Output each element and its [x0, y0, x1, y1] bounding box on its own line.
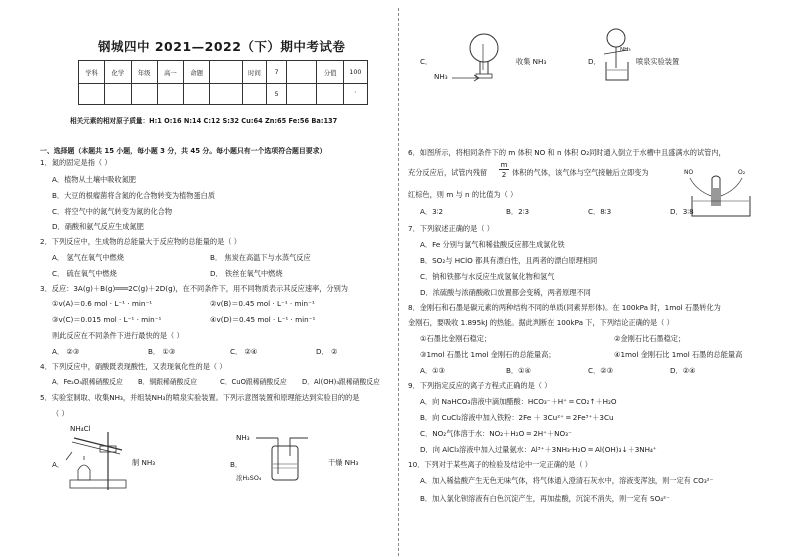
section-heading: 一、选择题（本题共 15 小题，每小题 3 分，共 45 分。每小题只有一个选项符合题目要求）	[40, 147, 327, 155]
q7-option-a: A．Fe 分别与氯气和稀盐酸反应都生成氯化铁	[420, 240, 565, 249]
q3-option-d: D． ②	[316, 347, 338, 356]
q8-option-b: B．①④	[506, 366, 532, 375]
q3-rate-2: ②v(B)＝0.45 mol · L⁻¹ · min⁻¹	[210, 299, 315, 308]
fig-b-gas-label: NH₃	[236, 433, 250, 442]
fig-q6-o2-label: O₂	[738, 169, 746, 176]
exam-title: 钢城四中 2021—2022（下）期中考试卷	[98, 39, 346, 54]
info-cell: 时间	[242, 61, 266, 84]
q8-line-1: 8．金刚石和石墨是碳元素的两种结构不同的单质(同素异形体)。在 100kPa 时，1mol 石墨转化为	[408, 303, 721, 312]
q3-rate-3: ③v(C)＝0.015 mol · L⁻¹ · min⁻¹	[52, 315, 162, 324]
q6-option-a: A．3∶2	[420, 207, 444, 216]
fig-c-caption: 收集 NH₃	[516, 57, 547, 66]
q1-stem: 1．氮的固定是指（ ）	[40, 158, 112, 167]
q9-option-d: D．向 AlCl₃溶液中加入过量氨水：Al³⁺＋3NH₃·H₂O ═ Al(OH)₃↓＋3NH₄⁺	[420, 445, 657, 454]
fig-q6-no-label: NO	[684, 169, 694, 176]
info-cell	[210, 61, 243, 84]
info-cell	[157, 84, 183, 105]
q8-line-2: 金刚石，要吸收 1.895kJ 的热能。据此判断在 100kPa 下，下列结论正确的是（ ）	[408, 318, 674, 327]
q3-option-b: B． ①③	[148, 347, 176, 356]
q3-option-a: A． ②③	[52, 347, 80, 356]
collection-flask-diagram	[462, 30, 512, 80]
q6-line-1: 6．如图所示，将相同条件下的 m 体积 NO 和 n 体积 O₂同时通入倒立于水槽中且盛满水的试管内，	[408, 148, 726, 157]
info-cell: ′	[343, 84, 367, 105]
q3-question: 则此反应在不同条件下进行最快的是（ ）	[52, 331, 184, 340]
info-cell: 100	[343, 61, 367, 84]
q5-stem-paren: （ ）	[52, 409, 69, 418]
fig-a-caption: 制 NH₃	[132, 458, 156, 467]
info-cell: 学科	[79, 61, 105, 84]
info-cell	[210, 84, 243, 105]
fig-b-liquid-label: 浓H₂SO₄	[236, 474, 262, 482]
fig-c-gas-label: NH₃	[434, 72, 448, 81]
info-cell	[317, 84, 343, 105]
info-table-row	[79, 84, 368, 105]
q6-option-c: C．8∶3	[588, 207, 612, 216]
q1-option-a: A．植物从土壤中吸收氮肥	[52, 175, 136, 184]
column-divider	[398, 8, 399, 556]
heating-apparatus-diagram	[64, 432, 134, 492]
fig-b-label: B．	[230, 460, 243, 469]
fig-d-gas-label: NH₃	[620, 47, 631, 53]
info-cell: 5	[267, 84, 287, 105]
q1-option-d: D．硝酸和氨气反应生成氮肥	[52, 222, 144, 231]
q6-option-d: D．3∶8	[670, 207, 694, 216]
q4-option-d: D．Al(OH)₃跟稀硝酸反应	[302, 378, 380, 386]
info-cell	[287, 61, 317, 84]
fig-c-label: C．	[420, 57, 433, 66]
fraction-denominator: 2	[501, 170, 507, 179]
info-table-row	[79, 61, 368, 84]
q8-statement-3: ③1mol 石墨比 1mol 金刚石的总能量高；	[420, 350, 556, 359]
info-cell	[184, 84, 210, 105]
q9-option-a: A．向 NaHCO₃溶液中滴加醋酸：HCO₃⁻＋H⁺ ═ CO₂↑＋H₂O	[420, 397, 617, 406]
q6-option-b: B．2∶3	[506, 207, 530, 216]
info-cell	[79, 84, 105, 105]
q7-option-c: C．钠和铁都与水反应生成氢氧化物和氢气	[420, 272, 555, 281]
q2-option-c: C． 硫在氧气中燃烧	[52, 269, 117, 278]
q4-stem: 4．下列反应中，硝酸既表现酸性，又表现氧化性的是（ ）	[40, 362, 227, 371]
info-cell: 分值	[317, 61, 343, 84]
fig-a-label: A．	[52, 460, 65, 469]
q3-stem: 3．反应：3A(g)＋B(g)═══2C(g)＋2D(g)，在不同条件下，用不同物质表示其反应速率，分别为	[40, 284, 348, 293]
info-cell	[287, 84, 317, 105]
q10-option-a: A．加入稀盐酸产生无色无味气体，将气体通入澄清石灰水中，溶液变浑浊，则一定有 CO₃²⁻	[420, 476, 714, 485]
q8-statement-1: ①石墨比金刚石稳定；	[420, 334, 492, 343]
q10-option-b: B．加入氯化钡溶液有白色沉淀产生，再加盐酸，沉淀不消失，则一定有 SO₄²⁻	[420, 494, 670, 503]
info-cell	[131, 84, 157, 105]
atomic-masses-note: 相关元素的相对原子质量：H:1 O:16 N:14 C:12 S:32 Cu:64 Zn:65 Fe:56 Ba:137	[70, 117, 338, 125]
exam-info-table	[78, 60, 368, 105]
q6-line-2a: 充分反应后，试管内残留	[408, 168, 488, 177]
inverted-tube-trough-diagram	[686, 176, 756, 218]
q8-option-d: D．②④	[670, 366, 696, 375]
info-cell: 命题	[184, 61, 210, 84]
info-cell	[105, 84, 131, 105]
info-cell: 年级	[131, 61, 157, 84]
q2-stem: 2．下列反应中，生成物的总能量大于反应物的总能量的是（ ）	[40, 237, 241, 246]
info-cell: 高一	[157, 61, 183, 84]
fig-a-reagent-label: NH₄Cl	[70, 424, 91, 433]
info-cell: 化学	[105, 61, 131, 84]
q2-option-a: A． 氢气在氧气中燃烧	[52, 253, 124, 262]
q3-rate-1: ①v(A)＝0.6 mol · L⁻¹ · min⁻¹	[52, 299, 153, 308]
arrow-icon	[452, 74, 482, 82]
q3-rate-4: ④v(D)＝0.45 mol · L⁻¹ · min⁻¹	[210, 315, 316, 324]
info-cell	[242, 84, 266, 105]
q6-line-3: 红棕色，则 m 与 n 的比值为（ ）	[408, 190, 518, 199]
q4-option-a: A．Fe₂O₃跟稀硝酸反应	[52, 378, 123, 386]
q7-stem: 7．下列叙述正确的是（ ）	[408, 224, 494, 233]
q10-stem: 10．下列对于某些离子的检验及结论中一定正确的是（ ）	[408, 460, 592, 469]
fig-b-caption: 干燥 NH₃	[328, 458, 359, 467]
q8-statement-4: ④1mol 金刚石比 1mol 石墨的总能量高	[614, 350, 743, 359]
right-column	[408, 0, 778, 560]
q8-option-c: C．②③	[588, 366, 614, 375]
q7-option-b: B．SO₂与 HClO 都具有漂白性，且两者的漂白原理相同	[420, 256, 598, 265]
fig-d-caption: 喷泉实验装置	[636, 57, 680, 66]
q9-stem: 9．下列指定反应的离子方程式正确的是（ ）	[408, 381, 552, 390]
fountain-apparatus-diagram	[598, 26, 638, 84]
info-cell: 7	[267, 61, 287, 84]
fraction-numerator: m	[500, 160, 508, 169]
q9-option-b: B．向 CuCl₂溶液中加入铁粉：2Fe ＋ 3Cu²⁺ ═ 2Fe³⁺＋3Cu	[420, 413, 614, 422]
q2-option-d: D． 铁丝在氧气中燃烧	[210, 269, 283, 278]
q2-option-b: B． 焦炭在高温下与水蒸气反应	[210, 253, 311, 262]
q4-option-b: B．铜跟稀硝酸反应	[138, 378, 198, 386]
q6-line-2b: 体积的气体，该气体与空气接触后立即变为	[512, 168, 649, 177]
q1-option-c: C．将空气中的氮气转变为氮的化合物	[52, 207, 173, 216]
q8-statement-2: ②金刚石比石墨稳定；	[614, 334, 686, 343]
q7-option-d: D．浓硫酸与浓硝酸敞口放置都会变稀，两者原理不同	[420, 288, 591, 297]
q1-option-b: B．大豆的根瘤菌将含氮的化合物转变为植物蛋白质	[52, 191, 216, 200]
fig-d-label: D．	[588, 57, 601, 66]
q9-option-c: C．NO₂气体溶于水：NO₂＋H₂O ═ 2H⁺＋NO₃⁻	[420, 429, 572, 438]
q4-option-c: C．CuO跟稀硝酸反应	[220, 378, 287, 386]
q3-option-c: C． ②④	[230, 347, 258, 356]
left-column	[40, 0, 390, 560]
q5-stem: 5．实验室制取、收集NH₃，并组装NH₃的喷泉实验装置。下列示意图装置和原理能达到实验目的的是	[40, 393, 360, 402]
q8-option-a: A．①③	[420, 366, 445, 375]
